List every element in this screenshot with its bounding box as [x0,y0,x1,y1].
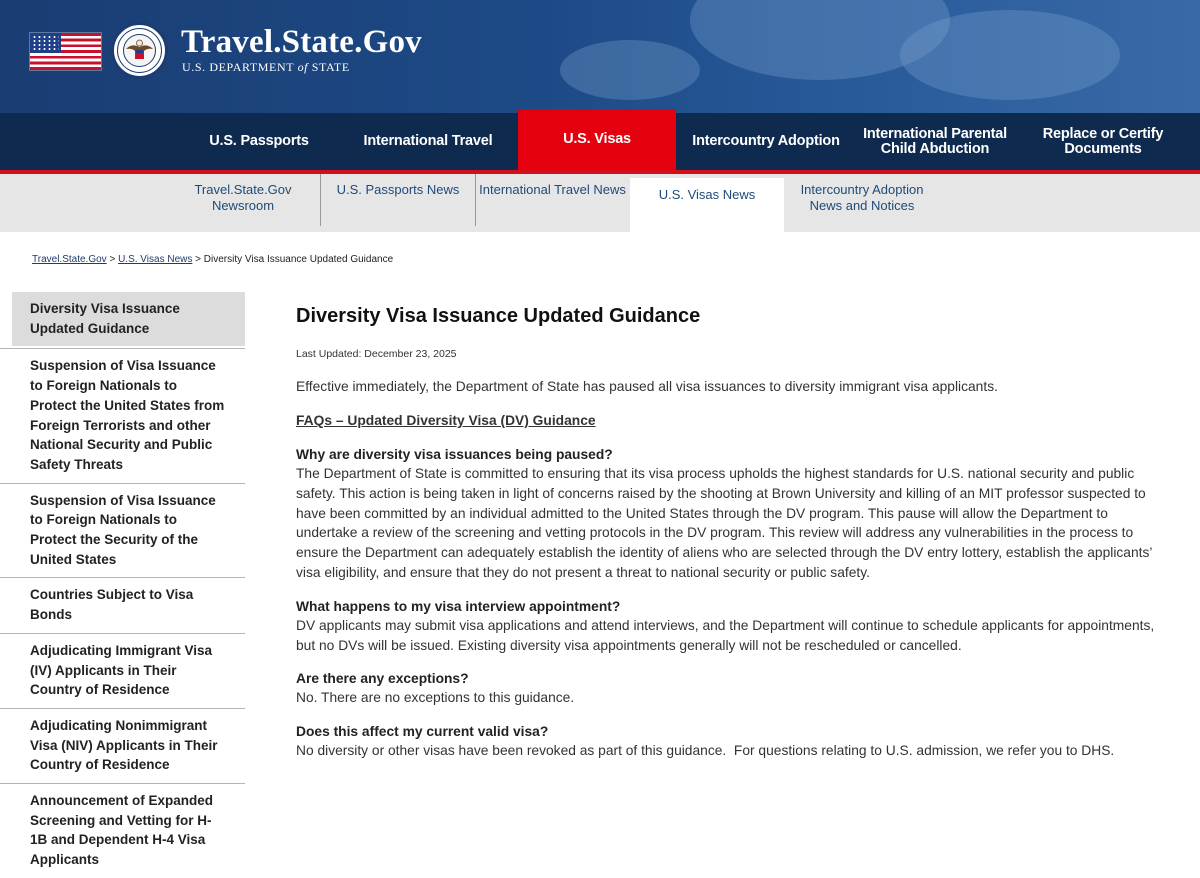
site-subtitle: U.S. DEPARTMENT of STATE [182,60,350,74]
sidebar-item-visa-bonds[interactable]: Countries Subject to Visa Bonds [0,578,245,633]
nav-international-travel[interactable]: International Travel [363,133,493,149]
nav-us-visas[interactable]: U.S. Visas [518,109,676,170]
nav-parental-child-abduction[interactable]: International Parental Child Abduction [863,125,1007,157]
sidebar-item-dv-guidance[interactable]: Diversity Visa Issuance Updated Guidance [12,292,245,346]
subnav-newsroom[interactable]: Travel.State.Gov Newsroom [166,174,321,226]
news-subnav [0,174,1200,232]
faq-question: Why are diversity visa issuances being paused? [296,447,613,462]
subnav-adoption-news[interactable]: Intercountry Adoption News and Notices [800,182,924,213]
nav-intercountry-adoption[interactable]: Intercountry Adoption [692,133,840,149]
subnav-us-visas-news[interactable]: U.S. Visas News [630,178,784,241]
last-updated: Last Updated: December 23, 2025 [296,348,457,360]
intro-paragraph: Effective immediately, the Department of State has paused all visa issuances to diversity immigrant visa applicants. [296,379,998,394]
subnav-international-travel-news[interactable]: International Travel News [479,182,626,197]
breadcrumb-section-link[interactable]: U.S. Visas News [118,254,193,265]
faq-question: Are there any exceptions? [296,671,469,687]
us-flag-icon [30,33,101,70]
breadcrumb-current: Diversity Visa Issuance Updated Guidance [203,254,394,265]
breadcrumb: Travel.State.Gov > U.S. Visas News > Diversity Visa Issuance Updated Guidance [32,254,394,265]
sidebar-item-iv-applicants[interactable]: Adjudicating Immigrant Visa (IV) Applicants in Their Country of Residence [0,634,245,709]
faq-link[interactable]: FAQs – Updated Diversity Visa (DV) Guidance [296,413,596,428]
world-map-decoration [560,40,700,100]
nav-us-passports[interactable]: U.S. Passports [209,133,309,149]
faq-answer: No diversity or other visas have been revoked as part of this guidance. For questions relating to U.S. admission, we refer you to DHS. [296,743,1115,759]
faq-question: Does this affect my current valid visa? [296,724,549,740]
article [296,300,1171,761]
faq-answer: DV applicants may submit visa applications and attend interviews, and the Department will continue to schedule applicants for appointments, but no DVs will be issued. Existing diversity visa appointments generally will not be rescheduled or cancelled. [296,617,1155,653]
subnav-passports-news[interactable]: U.S. Passports News [321,174,476,226]
main-navigation [0,113,1200,170]
faq-answer: No. There are no exceptions to this guidance. [296,690,575,706]
sidebar-item-niv-applicants[interactable]: Adjudicating Nonimmigrant Visa (NIV) Applicants in Their Country of Residence [0,709,245,784]
world-map-decoration [900,10,1120,100]
sidebar-item-h1b-screening[interactable]: Announcement of Expanded Screening and Vetting for H-1B and Dependent H-4 Visa Applicants [30,793,214,868]
page-title: Diversity Visa Issuance Updated Guidance [296,305,701,327]
sidebar [0,292,245,878]
faq-question: What happens to my visa interview appointment? [296,598,621,614]
breadcrumb-home-link[interactable]: Travel.State.Gov [32,254,107,265]
site-title[interactable]: Travel.State.Gov [181,24,422,60]
nav-replace-certify-documents[interactable]: Replace or Certify Documents [1042,125,1164,157]
site-header [0,0,1200,113]
department-seal-icon[interactable] [111,22,168,79]
faq-answer: The Department of State is committed to ensuring that its visa process upholds the highest standards for U.S. national security and public safety. This action is being taken in light of concerns raised by the shooting at Brown University and killing of an MIT professor suspected to have been committed by an individual admitted to the United States through the DV program. This pause will allow the Department to undertake a review of the screening and vetting protocols in the DV program. This review will address any vulnerabilities in the process to ensure the Department can adequately establish the identity of aliens who are selected through the DV entry lottery, establish the applicants’ visa eligibility, and ensure that they do not present a threat to national security or public safety. [296,466,1152,580]
sidebar-item-suspension-security[interactable]: Suspension of Visa Issuance to Foreign Nationals to Protect the Security of the United States [0,484,245,579]
sidebar-item-suspension-terrorists[interactable]: Suspension of Visa Issuance to Foreign Nationals to Protect the United States from Foreign Terrorists and other National Security and Public Safety Threats [0,349,245,483]
